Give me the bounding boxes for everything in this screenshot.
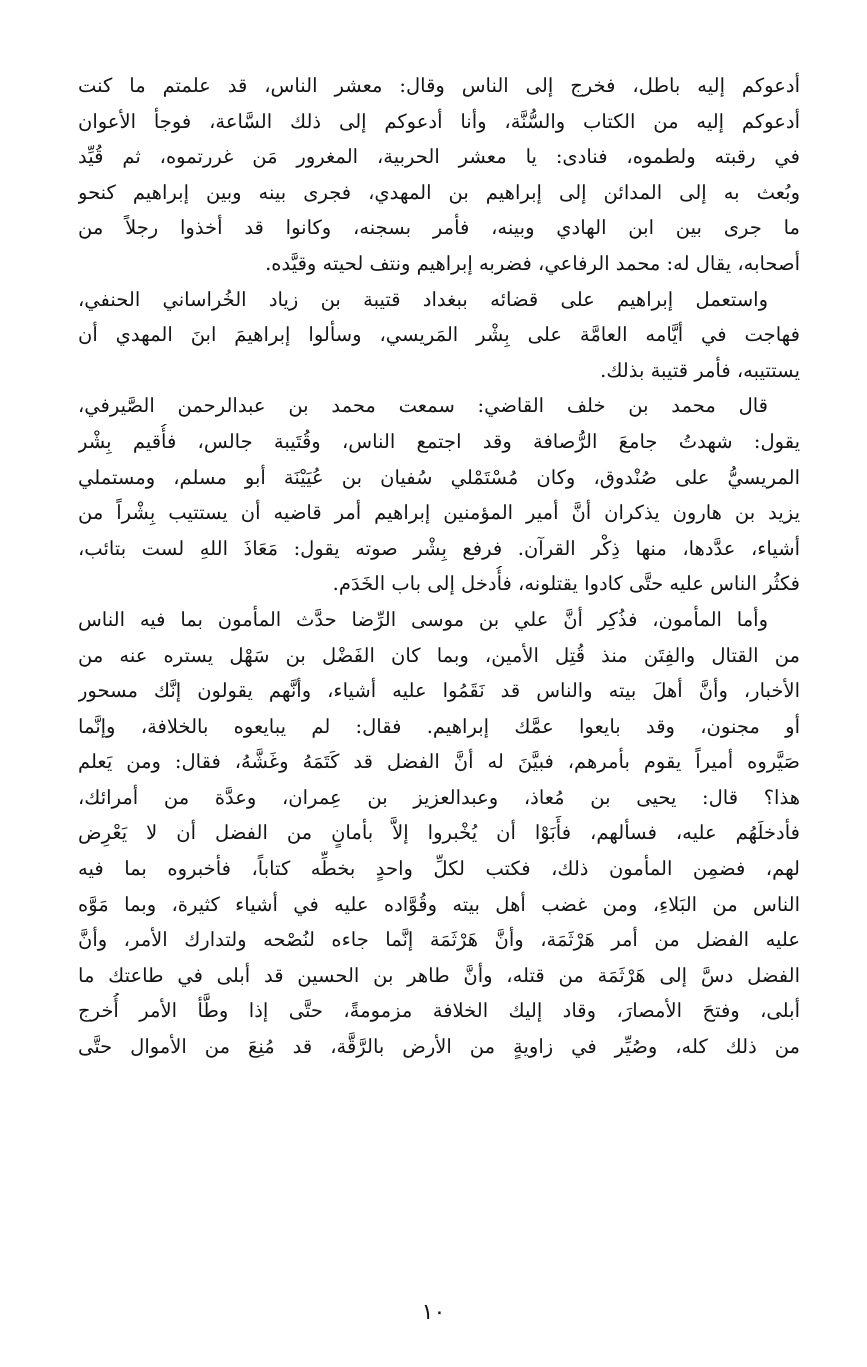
text-line: الفضل دسَّ إلى هَرْثَمَة من قتله، وأنَّ طاهر بن الحسين قد أبلى في طاعتك ما	[78, 963, 800, 987]
text-line: فكثُر الناس عليه حتَّى كادوا يقتلونه، فأُدخل إلى باب الخَدَم.	[332, 572, 800, 596]
text-line: أو مجنون، وقد بايعوا عمَّك إبراهيم. فقال: لم يبايعوه بالخلافة، وإنَّما	[78, 714, 800, 738]
text-line: أدعوكم إليه باطل، فخرج إلى الناس وقال: معشر الناس، قد علمتم ما كنت	[78, 74, 800, 97]
text-line: أشياء، عدَّدها، منها ذِكْر القرآن. فرفع بِشْر صوته يقول: مَعَاذَ اللهِ لست بتائب،	[78, 536, 800, 560]
text-line: في رقبته ولطموه، فنادى: يا معشر الحربية، المغرور مَن غررتموه، ثم قُيِّد	[78, 145, 800, 169]
paragraph	[78, 282, 800, 389]
page-number: ١٠	[421, 1300, 446, 1325]
text-line: هذا؟ قال: يحيى بن مُعاذ، وعبدالعزيز بن عِمران، وعدَّة من أمرائك،	[78, 785, 800, 809]
text-line: أدعوكم إليه من الكتاب والسُّنَّة، وأنا أدعوكم إلى ذلك السَّاعة، فوجأ الأعوان	[78, 109, 800, 133]
paragraph	[78, 602, 800, 1065]
paragraph	[78, 388, 800, 602]
text-line: ما جرى بين ابن الهادي وبينه، فأمر بسجنه، وكانوا قد أخذوا رجلاً من	[78, 216, 800, 240]
text-line: يستتيبه، فأمر قتيبة بذلك.	[600, 358, 800, 382]
text-line: يقول: شهدتُ جامعَ الرُّصافة وقد اجتمع الناس، وقُتَيبة جالس، فأُقيم بِشْر	[78, 429, 800, 453]
text-line: واستعمل إبراهيم على قضائه ببغداد قتيبة بن زياد الخُراساني الحنفي،	[78, 287, 768, 311]
text-line: من القتال والفِتَن منذ قُتِل الأمين، وبما كان الفَضْل بن سَهْل يستره عنه من	[78, 643, 800, 667]
text-line: وأما المأمون، فذُكِر أنَّ علي بن موسى الرِّضا حدَّث المأمون بما فيه الناس	[78, 607, 768, 631]
text-line: أبلى، وفتحَ الأمصارَ، وقاد إليك الخلافة مزمومةً، حتَّى إذا وطَّأ الأمر أُخرج	[78, 999, 800, 1023]
body-text	[78, 68, 800, 1065]
text-line: عليه الفضل من أمر هَرْثَمَة، وأنَّ هَرْثَمَة إنَّما جاءه لنُصْحه ولتدارك الأمر، وأنَّ	[78, 928, 800, 952]
text-line: يزيد بن هارون يذكران أنَّ أمير المؤمنين إبراهيم أمر قاضيه أن يستتيب بِشْراً من	[78, 501, 800, 525]
paragraph	[78, 68, 800, 282]
text-line: فأدخلَهُم عليه، فسألهم، فأَبَوْا أن يُخْبروا إلاَّ بأمانٍ من الفضل أن لا يَعْرِض	[78, 821, 800, 845]
text-line: قال محمد بن خلف القاضي: سمعت محمد بن عبدالرحمن الصَّيرفي،	[78, 394, 768, 418]
text-line: المريسيُّ على صُنْدوق، وكان مُسْتَمْلي سُفيان بن عُيَيْنَة أبو مسلم، ومستملي	[78, 465, 800, 489]
text-line: الناس من البَلاءِ، ومن غضب أهل بيته وقُوَّاده عليه في أشياء كثيرة، وبما مَوَّه	[78, 892, 800, 916]
text-line: لهم، فضمِن المأمون ذلك، فكتب لكلِّ واحدٍ بخطِّه كتاباً، فأخبروه بما فيه	[78, 857, 800, 881]
text-line: وبُعث به إلى المدائن إلى إبراهيم بن المهدي، فجرى بينه وبين إبراهيم كنحو	[78, 180, 800, 204]
text-line: من ذلك كله، وصُيِّر في زاويةٍ من الأرض بالرَّقَّة، قد مُنِعَ من الأموال حتَّى	[78, 1035, 800, 1059]
text-line: أصحابه، يقال له: محمد الرفاعي، فضربه إبراهيم ونتف لحيته وقيَّده.	[265, 251, 800, 275]
text-line: الأخبار، وأنَّ أهلَ بيته والناس قد نَقَمُوا عليه أشياء، وأنَّهم يقولون إنَّك مسحور	[78, 679, 800, 703]
text-line: صَيَّروه أميراً يقوم بأمرهم، فبيَّنَ له أنَّ الفضل قد كَتَمَهُ وغَشَّهُ، فقال: ومن يَعلم	[78, 750, 800, 774]
text-line: فهاجت في أيَّامه العامَّة على بِشْر المَريسي، وسألوا إبراهيمَ ابنَ المهدي أن	[78, 323, 800, 347]
